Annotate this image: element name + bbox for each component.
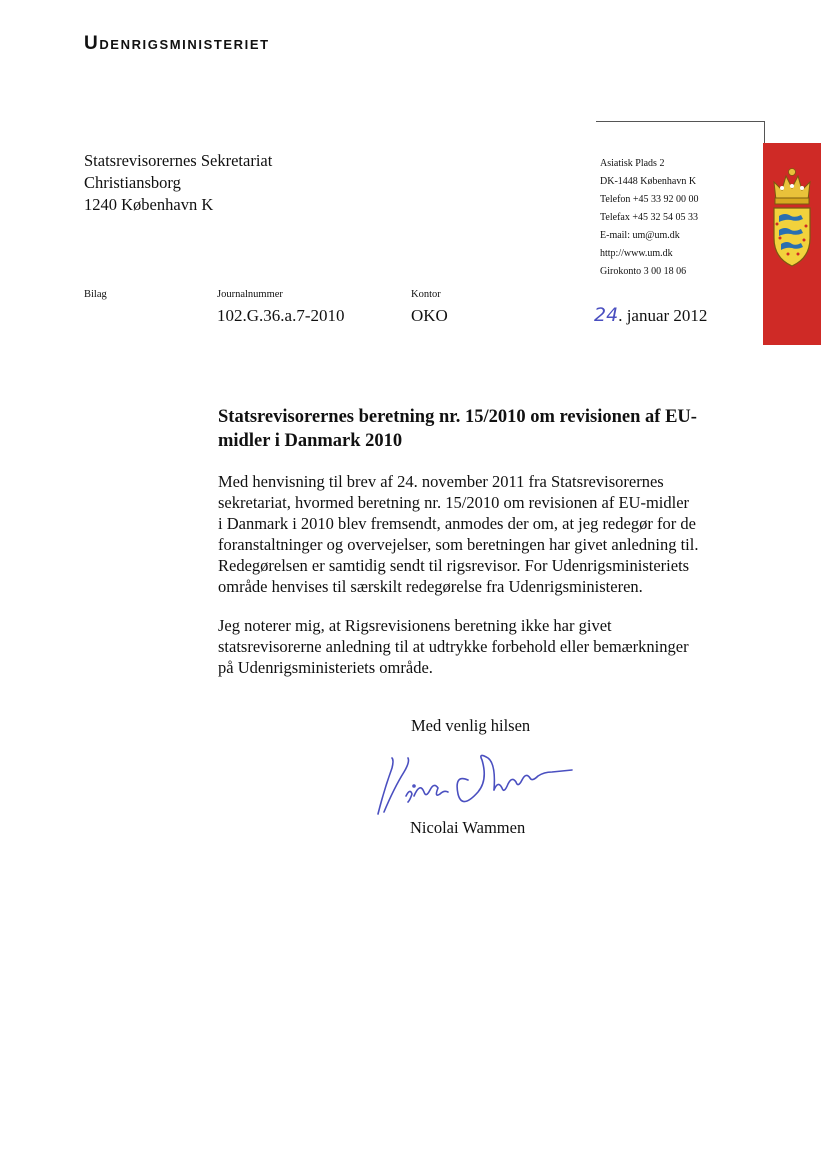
recipient-line: 1240 København K	[84, 195, 214, 214]
signer-name: Nicolai Wammen	[410, 818, 526, 837]
bilag-label: Bilag	[84, 289, 107, 300]
body-line: sekretariat, hvormed beretning nr. 15/2010 om revisionen af EU-midler	[218, 493, 690, 512]
handwritten-signature	[370, 750, 585, 820]
letterhead-title: Udenrigsministeriet	[84, 33, 270, 54]
sender-line: Girokonto 3 00 18 06	[600, 266, 687, 277]
kontor-label: Kontor	[411, 289, 441, 300]
journal-value: 102.G.36.a.7-2010	[217, 306, 345, 325]
body-paragraph-2	[218, 615, 748, 678]
kontor-value: OKO	[411, 306, 448, 325]
date-handwritten-day: 24	[594, 304, 619, 326]
sender-address	[600, 155, 699, 281]
sender-line: Telefon +45 33 92 00 00	[600, 194, 699, 205]
body-line: på Udenrigsministeriets område.	[218, 658, 433, 677]
body-paragraph-1	[218, 471, 748, 597]
royal-crest-icon	[768, 160, 816, 272]
sender-line: http://www.um.dk	[600, 248, 673, 259]
recipient-line: Statsrevisorernes Sekretariat	[84, 151, 273, 170]
body-line: Med henvisning til brev af 24. november 2011 fra Statsrevisorernes	[218, 472, 664, 491]
closing-greeting: Med venlig hilsen	[411, 716, 531, 735]
sender-line: Telefax +45 32 54 05 33	[600, 212, 698, 223]
recipient-line: Christiansborg	[84, 173, 181, 192]
sender-line: Asiatisk Plads 2	[600, 158, 665, 169]
body-line: område henvises til særskilt redegørelse fra Udenrigsministeren.	[218, 577, 643, 596]
letter-date	[594, 304, 707, 326]
body-line: statsrevisorerne anledning til at udtrykke forbehold eller bemærkninger	[218, 637, 689, 656]
recipient-address	[84, 150, 272, 216]
body-line: Redegørelsen er samtidig sendt til rigsrevisor. For Udenrigsministeriets	[218, 556, 690, 575]
body-line: foranstaltninger og overvejelser, som beretningen har givet anledning til.	[218, 535, 699, 554]
journal-label: Journalnummer	[217, 289, 283, 300]
sender-line: E-mail: um@um.dk	[600, 230, 680, 241]
header-rule-vertical	[764, 121, 765, 143]
header-rule	[596, 121, 764, 122]
sender-line: DK-1448 København K	[600, 176, 697, 187]
body-line: Jeg noterer mig, at Rigsrevisionens beretning ikke har givet	[218, 616, 612, 635]
body-line: i Danmark i 2010 blev fremsendt, anmodes der om, at jeg redegør for de	[218, 514, 696, 533]
date-month-year: . januar 2012	[618, 306, 708, 325]
letter-subject: Statsrevisorernes beretning nr. 15/2010 om revisionen af EU-midler i Danmark 2010	[218, 407, 697, 451]
